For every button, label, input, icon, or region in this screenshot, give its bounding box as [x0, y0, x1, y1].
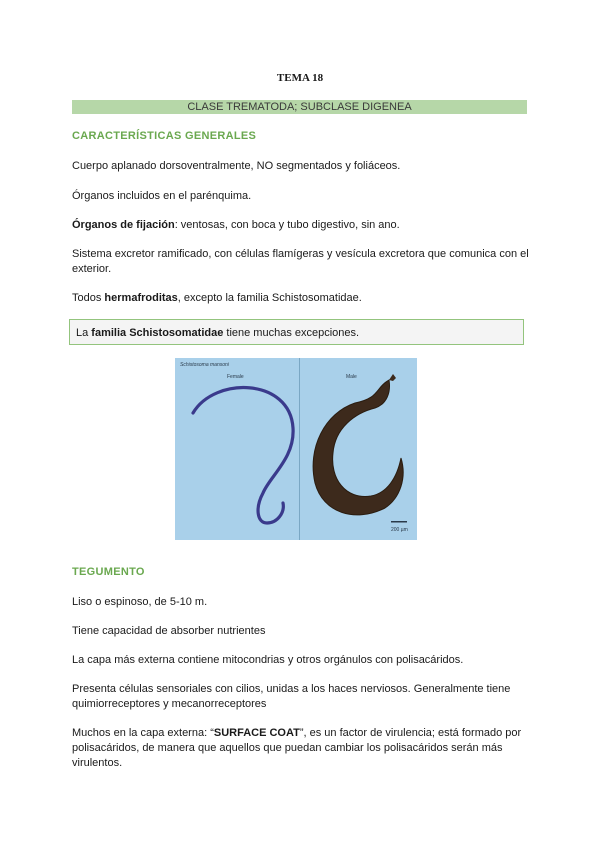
text-surface-coat-rest: ”, es un factor de virulencia; está formado por polisacáridos, de manera que aquellos que puedan cambiar los polisacáridos serán más virulentos.: [72, 727, 522, 769]
female-worm: [193, 388, 293, 523]
page-title: TEMA 18: [276, 72, 324, 84]
text-fijacion-rest: : ventosas, con boca y tubo digestivo, sin ano.: [174, 219, 400, 231]
schistosoma-photo: [175, 358, 417, 540]
paragraph-celulas-sensoriales: Presenta células sensoriales con cilios, unidas a los haces nerviosos. Generalmente tiene quimiorreceptores y mecanorreceptores: [72, 683, 511, 710]
text-hermafroditas-rest: , excepto la familia Schistosomatidae.: [177, 292, 362, 304]
term-hermafroditas: hermafroditas: [104, 292, 178, 304]
paragraph-absorber: Tiene capacidad de absorber nutrientes: [72, 625, 266, 637]
text-todos: Todos: [72, 292, 105, 304]
paragraph-hermafroditas: [72, 291, 532, 306]
worms-illustration: [175, 358, 417, 540]
term-familia: familia Schistosomatidae: [91, 327, 224, 339]
photo-caption-species: Schistosoma mansoni: [180, 362, 229, 368]
male-worm-head: [389, 374, 396, 381]
text-box-rest: tiene muchas excepciones.: [223, 327, 360, 339]
paragraph-liso: Liso o espinoso, de 5-10 m.: [72, 596, 208, 608]
text-la: La: [76, 327, 92, 339]
paragraph-cuerpo: Cuerpo aplanado dorsoventralmente, NO segmentados y foliáceos.: [72, 160, 401, 172]
scale-bar: [391, 521, 407, 523]
paragraph-surface-coat: [72, 726, 532, 771]
photo-caption-male: Male: [346, 374, 357, 380]
text-muchos: Muchos en la capa externa: “: [72, 727, 214, 739]
highlight-box: [69, 319, 524, 345]
class-heading-bar: CLASE TREMATODA; SUBCLASE DIGENEA: [72, 100, 527, 114]
paragraph-fijacion: [72, 218, 532, 233]
term-organos-fijacion: Órganos de fijación: [72, 219, 175, 231]
section-heading-tegumento: TEGUMENTO: [72, 566, 145, 578]
photo-caption-female: Female: [227, 374, 244, 380]
photo-scale-label: 200 µm: [391, 527, 408, 533]
paragraph-capa-externa: La capa más externa contiene mitocondrias y otros orgánulos con polisacáridos.: [72, 654, 464, 666]
term-surface-coat: SURFACE COAT: [213, 727, 300, 739]
male-worm: [313, 380, 403, 515]
paragraph-organos: Órganos incluidos en el parénquima.: [72, 190, 252, 202]
section-heading-caracteristicas: CARACTERÍSTICAS GENERALES: [72, 130, 257, 142]
paragraph-sistema-excretor: Sistema excretor ramificado, con células flamígeras y vesícula excretora que comunica con el exterior.: [72, 248, 529, 275]
